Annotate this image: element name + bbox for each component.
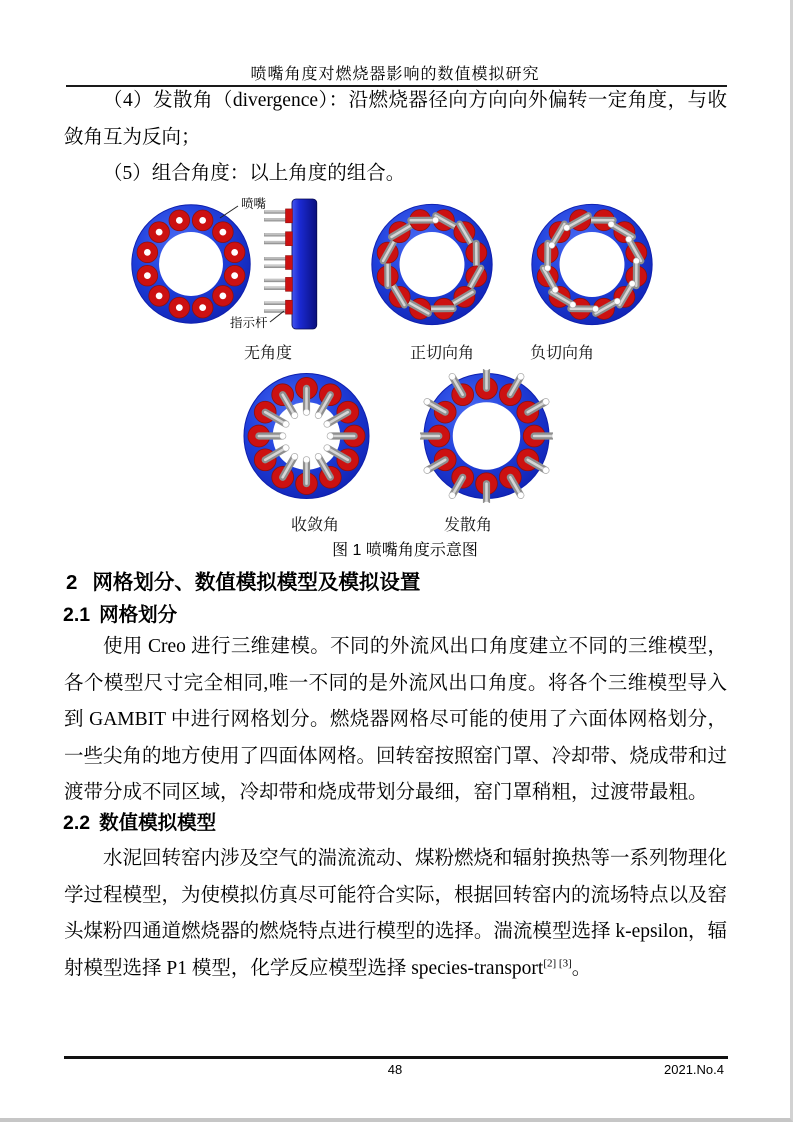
burner-ring-convergent-diagram [240, 369, 373, 503]
burner-ring-divergent-diagram [420, 369, 553, 503]
issue-label: 2021.No.4 [664, 1062, 724, 1077]
burner-ring-positive-tangential-diagram [368, 197, 496, 332]
paragraph-text: 使用 Creo 进行三维建模。不同的外流风出口角度建立不同的三维模型，各个模型尺寸完全相同,唯一不同的是外流风出口角度。将各个三维模型导入到 GAMBIT 中进行网格划分。燃烧器网格尽可能的使用了六面体网格划分，一些尖角的地方使用了四面体网格。回转窑按照窑门罩、冷却带、烧成带和过渡带分成不同区域，冷却带和烧成带划分最细，窑门罩稍粗，过渡带最粗。 [64, 636, 728, 804]
paragraph-main: 水泥回转窑内涉及空气的湍流流动、煤粉燃烧和辐射换热等一系列物理化学过程模型，为使模拟仿真尽可能符合实际，根据回转窑内的流场特点以及窑头煤粉四通道燃烧器的燃烧特点进行模型的选择。湍流模型选择 k-epsilon，辐射模型选择 P1 模型，化学反应模型选择 species-transport [64, 848, 728, 979]
burner-side-view-icon [256, 198, 318, 331]
citation-superscript: [2] [3] [543, 957, 572, 970]
section-number: 2 [66, 571, 78, 594]
burner-ring-icon [128, 196, 254, 332]
footer-rule [64, 1056, 728, 1059]
section-title: 网格划分、数值模拟模型及模拟设置 [92, 571, 421, 594]
page-number: 48 [387, 1062, 403, 1077]
figure-label-positive-tangential: 正切向角 [409, 345, 475, 362]
nozzle-annotation-label: 喷嘴 [241, 197, 267, 211]
burner-ring-icon [368, 197, 496, 332]
burner-ring-icon [420, 369, 553, 503]
section-title: 数值模拟模型 [99, 812, 217, 834]
section-title: 网格划分 [99, 604, 178, 626]
section-2-2-paragraph [64, 841, 727, 987]
paragraph-item5: （5）组合角度：以上角度的组合。 [103, 163, 406, 185]
section-number: 2.2 [63, 812, 91, 834]
figure-label-divergent: 发散角 [443, 517, 493, 534]
section-2-1-heading [63, 606, 177, 626]
paragraph-text [64, 841, 727, 987]
burner-ring-icon [528, 197, 656, 332]
section-number: 2.1 [63, 604, 91, 626]
figure-label-negative-tangential: 负切向角 [529, 345, 595, 362]
burner-side-view-diagram [256, 198, 318, 331]
paragraph-item4: （4）发散角（divergence）：沿燃烧器径向方向向外偏转一定角度，与收敛角互为反向； [64, 90, 727, 148]
figure-caption: 图 1 喷嘴角度示意图 [332, 542, 478, 559]
running-header-title: 喷嘴角度对燃烧器影响的数值模拟研究 [250, 66, 540, 83]
figure-label-convergent: 收敛角 [290, 517, 340, 534]
section-2-2-heading [63, 814, 216, 834]
burner-ring-no-angle-diagram [128, 196, 254, 332]
section-2-1-paragraph [64, 629, 727, 812]
indicator-rod-annotation-label: 指示杆 [230, 316, 268, 330]
burner-ring-icon [240, 369, 373, 503]
burner-ring-negative-tangential-diagram [528, 197, 656, 332]
section-2-heading [66, 573, 420, 594]
paragraph-end: 。 [571, 957, 592, 979]
figure-label-no-angle: 无角度 [243, 345, 293, 362]
intro-paragraphs [64, 83, 727, 193]
